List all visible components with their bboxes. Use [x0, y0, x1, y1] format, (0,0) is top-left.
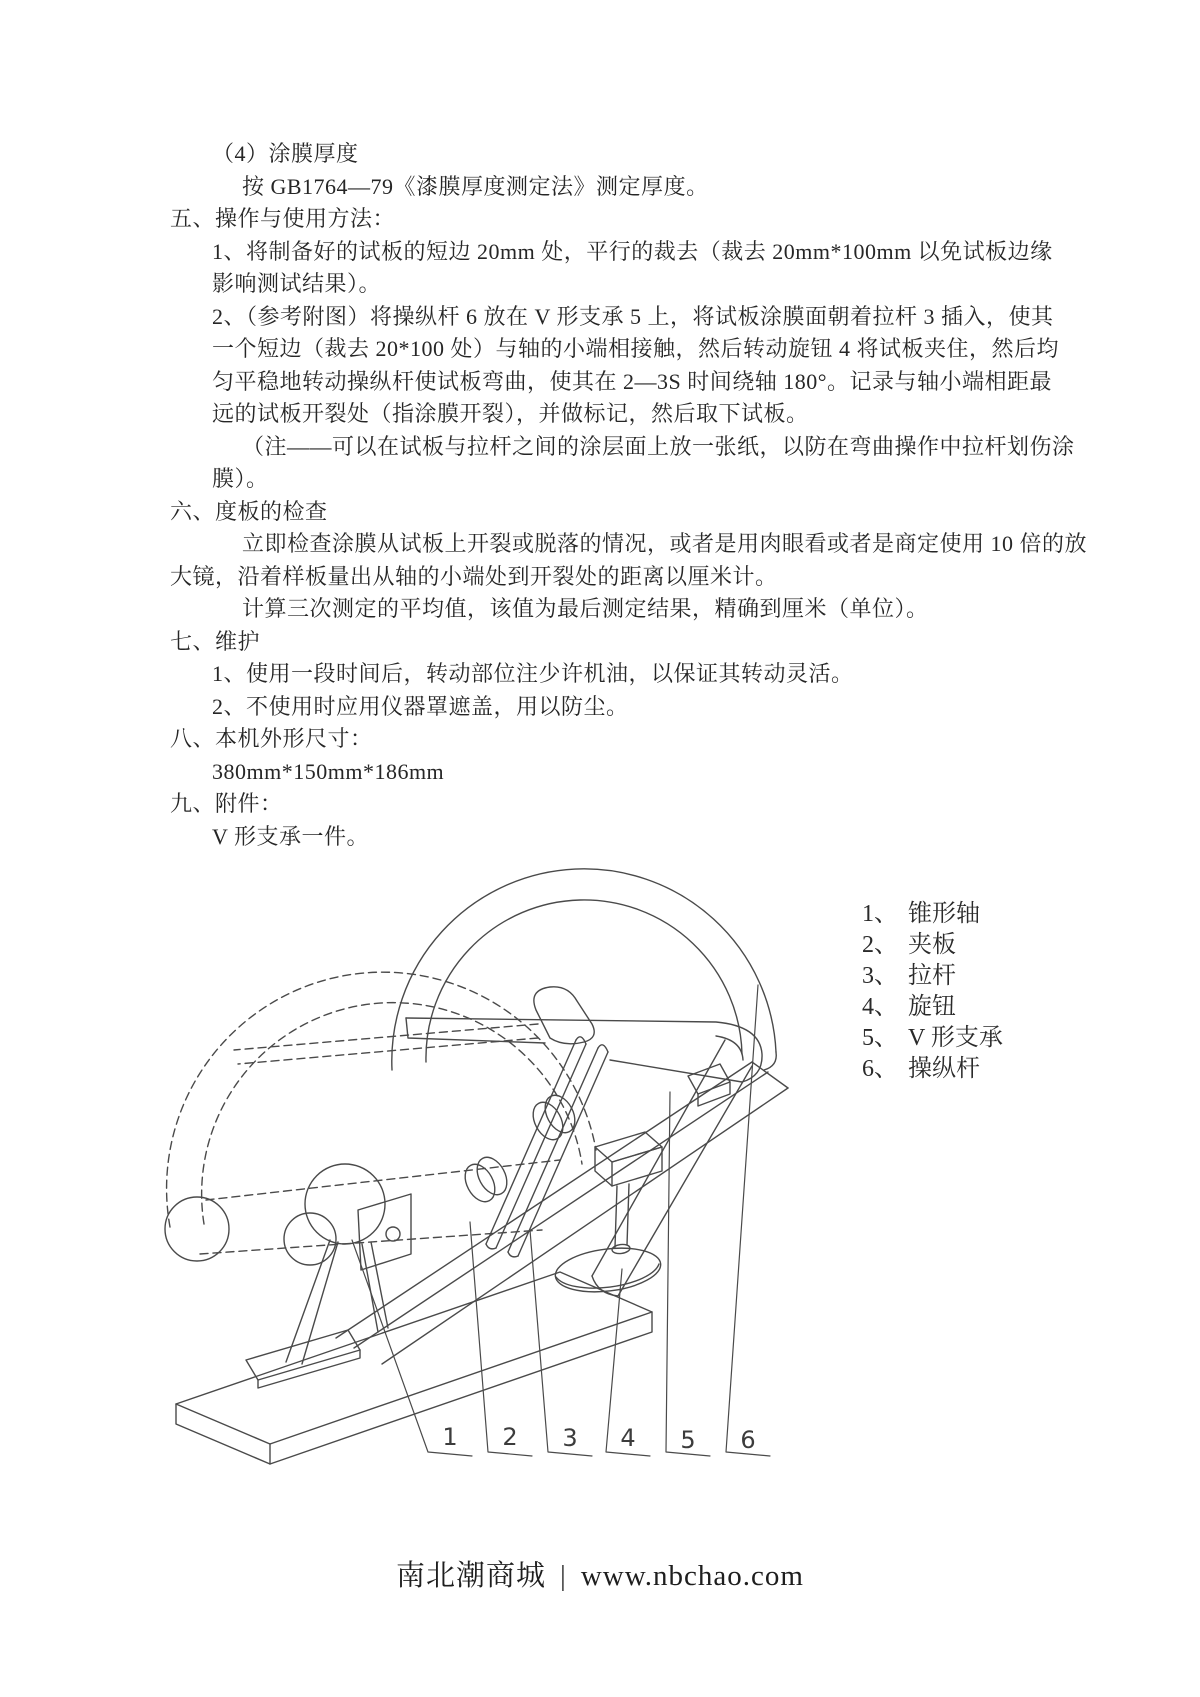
section-heading: 八、本机外形尺寸： — [170, 726, 373, 751]
legend-number: 6、 — [862, 1056, 898, 1082]
lever-arc — [392, 869, 776, 1296]
figure-callout: 5 — [680, 1426, 696, 1454]
text-line: 一个短边（裁去 20*100 处）与轴的小端相接触，然后转动旋钮 4 将试板夹住，然后均 — [212, 336, 1060, 361]
legend-item — [862, 961, 1003, 992]
text-line: 2、（参考附图）将操纵杆 6 放在 V 形支承 5 上，将试板涂膜面朝着拉杆 3 插入，使其 — [212, 303, 1054, 329]
footer-separator: | — [560, 1560, 567, 1592]
text-line: 立即检查涂膜从试板上开裂或脱落的情况，或者是用肉眼看或者是商定使用 10 倍的放 — [242, 531, 1088, 556]
section-heading: 五、操作与使用方法： — [170, 206, 396, 231]
figure-callout: 4 — [620, 1424, 636, 1452]
legend-number: 5、 — [862, 1025, 898, 1051]
legend-number: 3、 — [862, 963, 898, 989]
text-line: 2、不使用时应用仪器罩遮盖，用以防尘。 — [212, 693, 629, 719]
panel-phantom-arc — [167, 972, 596, 1254]
legend-item — [862, 1054, 1003, 1085]
text-line: 1、使用一段时间后，转动部位注少许机油，以保证其转动灵活。 — [212, 661, 854, 686]
text-line: （注——可以在试板与拉杆之间的涂层面上放一张纸，以防在弯曲操作中拉杆划伤涂 — [242, 433, 1075, 459]
footer-url: www.nbchao.com — [580, 1560, 804, 1592]
site-footer — [0, 1553, 1200, 1594]
figure-callout: 2 — [502, 1423, 518, 1451]
clamp-lug — [534, 987, 594, 1044]
figure-callout: 3 — [562, 1424, 578, 1452]
text-line: 1、将制备好的试板的短边 20mm 处，平行的裁去（裁去 20mm*100mm 以免试板边缘 — [212, 238, 1053, 264]
bed-rail — [336, 1062, 788, 1364]
text-line: 计算三次测定的平均值，该值为最后测定结果，精确到厘米（单位）。 — [242, 596, 929, 621]
text-line: 膜）。 — [212, 466, 269, 491]
figure-callout: 1 — [442, 1423, 458, 1451]
text-line: 大镜，沿着样板量出从轴的小端处到开裂处的距离以厘米计。 — [170, 563, 778, 589]
footer-site-name: 南北潮商城 — [396, 1560, 547, 1592]
text-line: （4）涂膜厚度 — [212, 141, 359, 166]
section-heading: 七、维护 — [170, 628, 261, 654]
leader-lines — [352, 985, 770, 1456]
text-line: 影响测试结果）。 — [212, 271, 382, 296]
pull-rods — [486, 1037, 608, 1257]
apparatus-figure — [140, 790, 800, 1490]
text-line: 远的试板开裂处（指涂膜开裂），并做标记，然后取下试板。 — [212, 401, 809, 426]
section-heading: 六、度板的检查 — [170, 498, 328, 524]
text-line: 匀平稳地转动操纵杆使试板弯曲，使其在 2—3S 时间绕轴 180°。记录与轴小端相距最 — [212, 368, 1053, 394]
legend-label: 锥形轴 — [908, 901, 980, 927]
cone-shaft — [165, 1164, 385, 1265]
legend-label: 旋钮 — [908, 994, 956, 1020]
text-line: 380mm*150mm*186mm — [212, 758, 445, 784]
apparatus-drawing — [140, 790, 800, 1490]
legend-label: 操纵杆 — [908, 1056, 980, 1082]
legend-number: 1、 — [862, 901, 898, 927]
wing-knobs — [459, 1090, 581, 1207]
parts-legend — [862, 899, 1003, 1085]
legend-item — [862, 930, 1003, 961]
support-stand — [246, 1194, 411, 1388]
section-heading: 九、附件： — [170, 791, 283, 816]
legend-item — [862, 1023, 1003, 1054]
legend-number: 4、 — [862, 994, 898, 1020]
legend-item — [862, 992, 1003, 1023]
text-line: V 形支承一件。 — [212, 823, 369, 849]
legend-number: 2、 — [862, 932, 898, 958]
figure-callout: 6 — [740, 1426, 756, 1454]
legend-label: 拉杆 — [908, 963, 956, 989]
instruction-text — [170, 138, 1088, 853]
legend-item — [862, 899, 1003, 930]
legend-label: V 形支承 — [908, 1025, 1003, 1051]
legend-label: 夹板 — [908, 932, 956, 958]
text-line: 按 GB1764—79《漆膜厚度测定法》测定厚度。 — [242, 173, 709, 199]
